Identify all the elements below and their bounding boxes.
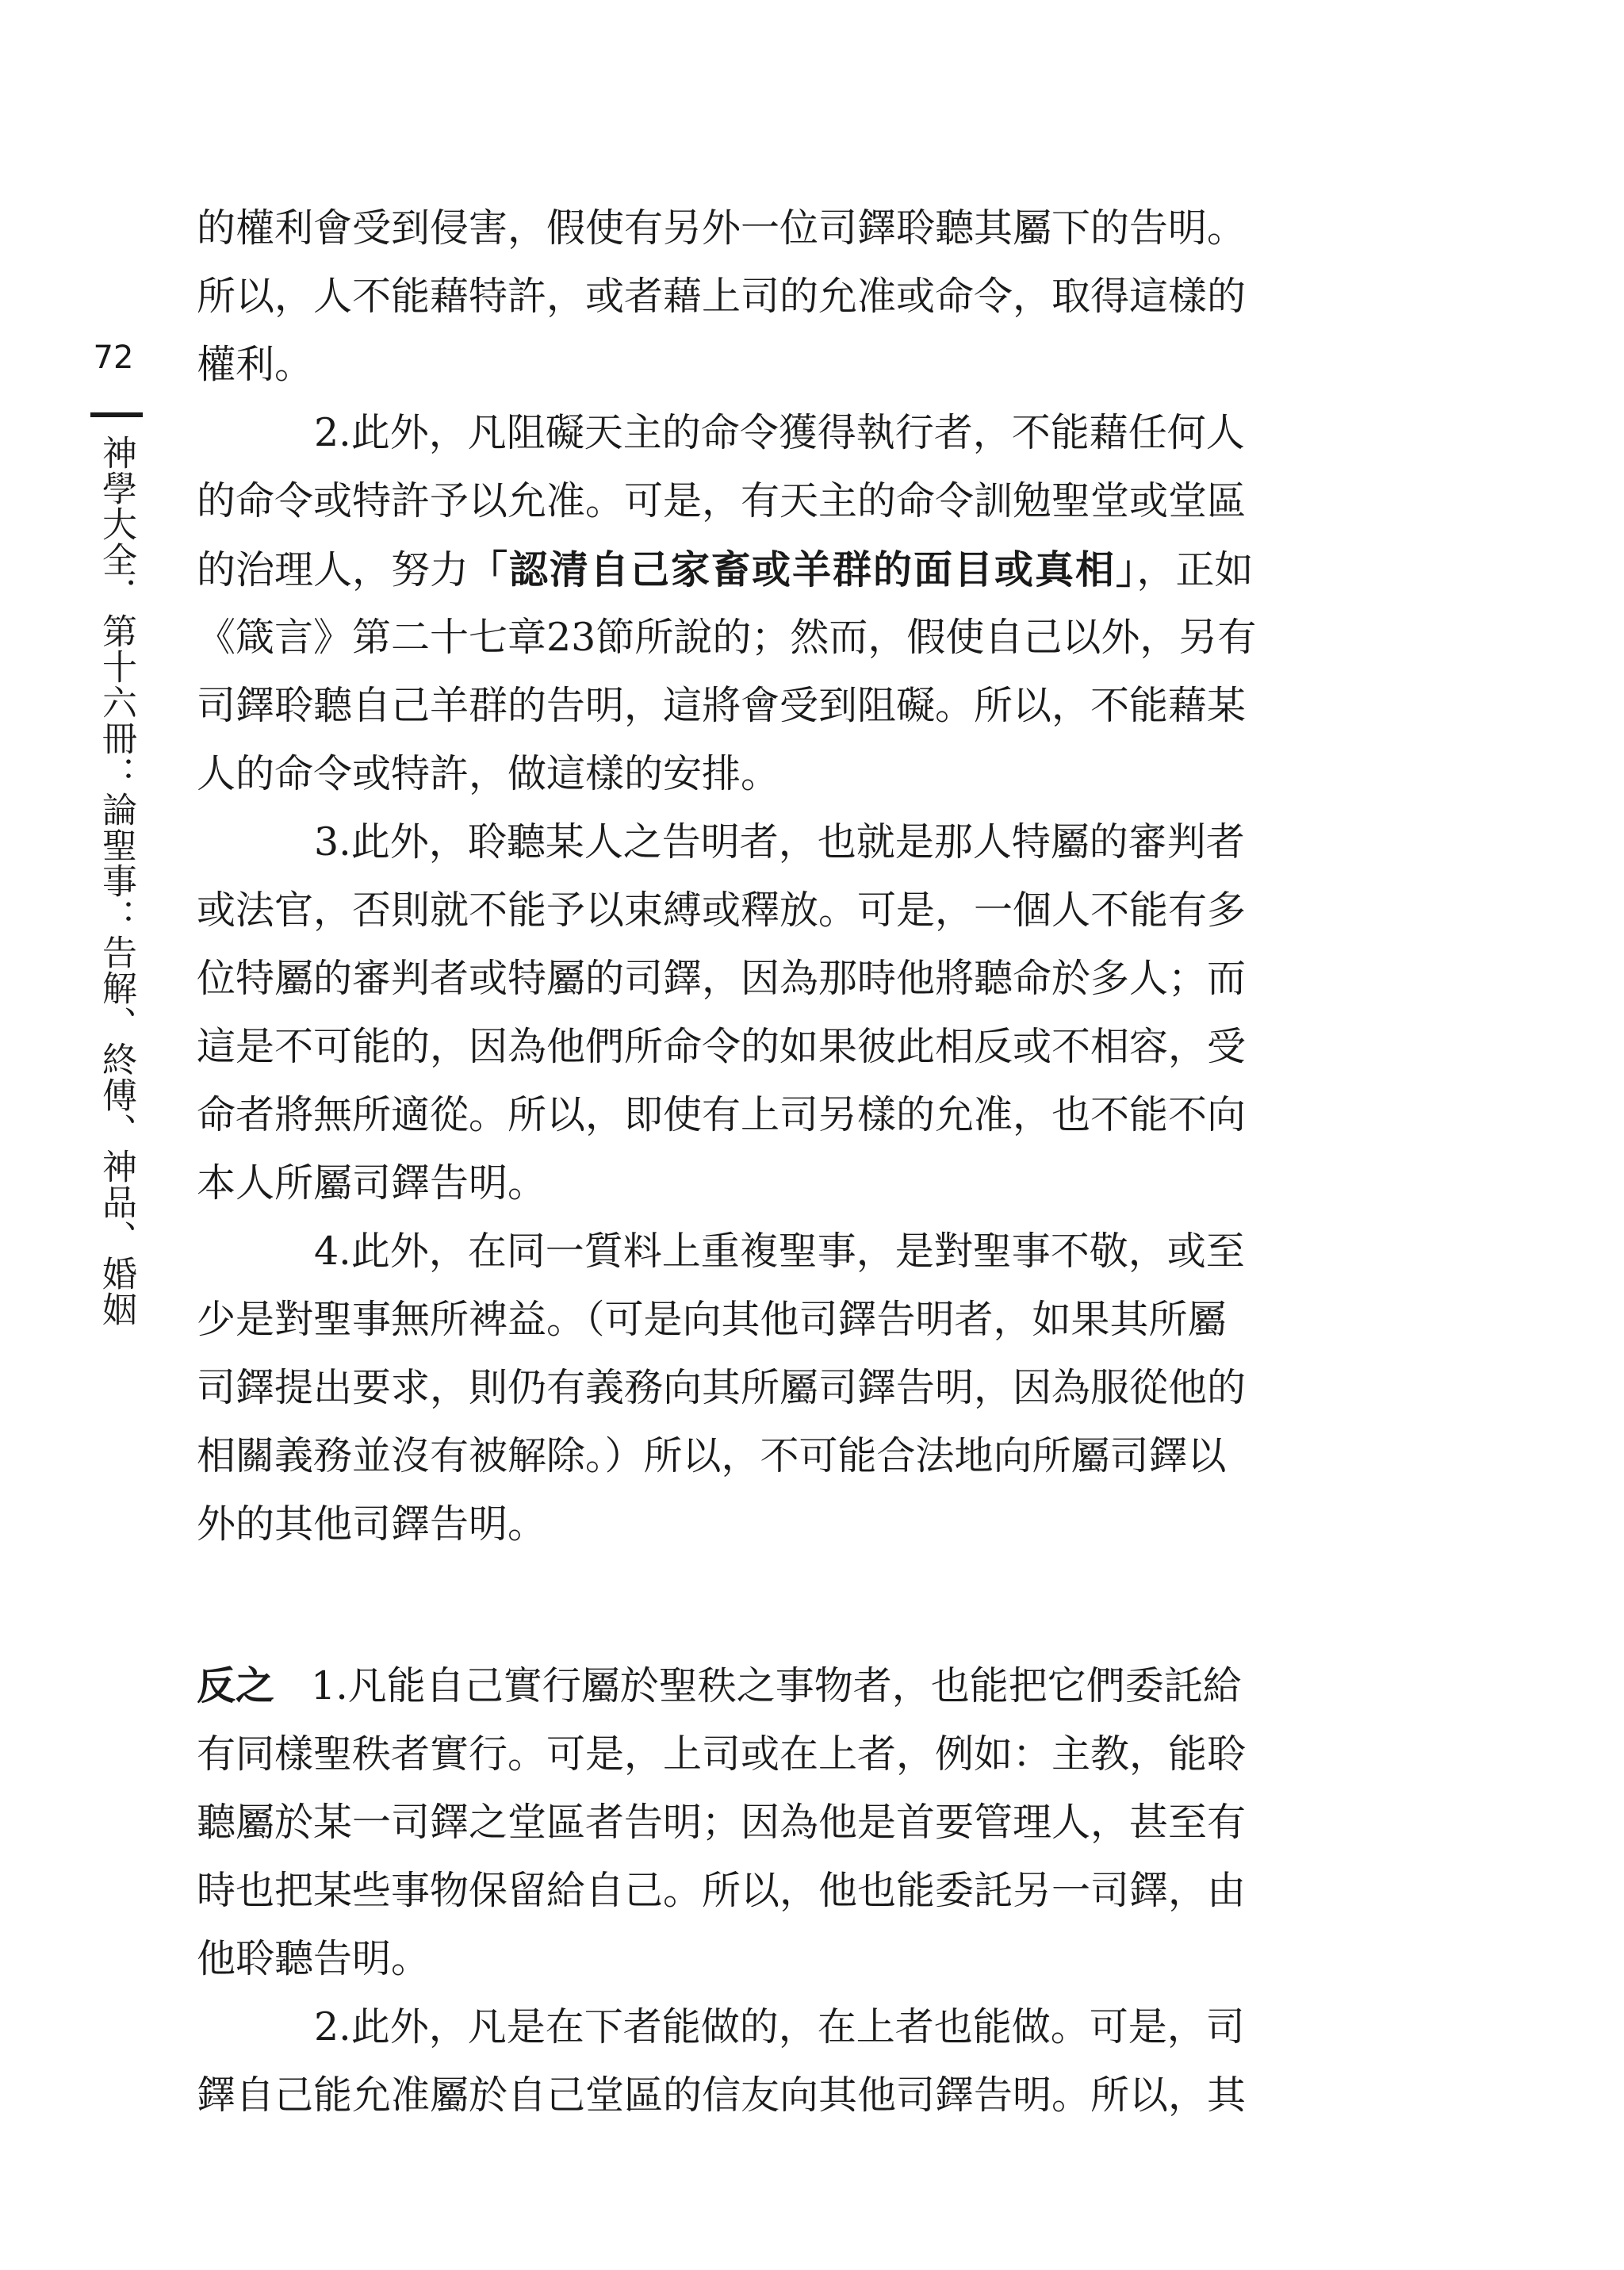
- text-line: 的權利會受到侵害，假使有另外一位司鐸聆聽其屬下的告明。: [197, 205, 1247, 251]
- running-head: 神學大全．第十六冊：論聖事：告解、終傅、神品、婚姻: [96, 435, 136, 1327]
- text-line: 有同樣聖秩者實行。可是，上司或在上者，例如：主教，能聆: [197, 1731, 1247, 1777]
- text-line: 這是不可能的，因為他們所命令的如果彼此相反或不相容，受: [197, 1024, 1247, 1069]
- section-gap: [197, 1559, 1323, 1652]
- margin-rule: [90, 412, 143, 417]
- text-line: 時也把某些事物保留給自己。所以，他也能委託另一司鐸，由: [197, 1868, 1247, 1913]
- text-line: 的命令或特許予以允准。可是，有天主的命令訓勉聖堂或堂區: [197, 478, 1247, 523]
- text-line: 或法官，否則就不能予以束縛或釋放。可是，一個人不能有多: [197, 888, 1247, 933]
- text-line: 相關義務並沒有被解除。）所以，不可能合法地向所屬司鐸以: [197, 1433, 1227, 1478]
- section-label: 反之: [197, 1663, 275, 1708]
- text-line: 所以，人不能藉特許，或者藉上司的允准或命令，取得這樣的: [197, 274, 1247, 319]
- text-line: 本人所屬司鐸告明。: [197, 1160, 547, 1206]
- paragraph-4-start: 4.此外，在同一質料上重複聖事，是對聖事不敬，或至: [314, 1229, 1245, 1274]
- body-text: [197, 194, 1323, 2130]
- text-line: 他聆聽告明。: [197, 1936, 431, 1981]
- text-line: 命者將無所適從。所以，即使有上司另樣的允准，也不能不向: [197, 1092, 1247, 1137]
- paragraph-3-start: 3.此外，聆聽某人之告明者，也就是那人特屬的審判者: [314, 819, 1245, 865]
- text-line: 司鐸聆聽自己羊群的告明，這將會受到阻礙。所以，不能藉某: [197, 683, 1247, 728]
- text-segment: ，正如: [1136, 547, 1254, 592]
- text-line: 外的其他司鐸告明。: [197, 1501, 547, 1547]
- section-first-line: [197, 1652, 1323, 1720]
- paragraph-2-start: 2.此外，凡阻礙天主的命令獲得執行者，不能藉任何人: [314, 410, 1245, 455]
- section-paragraph-2-start: 2.此外，凡是在下者能做的，在上者也能做。可是，司: [314, 2004, 1245, 2050]
- text-line: 司鐸提出要求，則仍有義務向其所屬司鐸告明，因為服從他的: [197, 1365, 1247, 1410]
- text-line: 位特屬的審判者或特屬的司鐸，因為那時他將聽命於多人；而: [197, 956, 1247, 1001]
- page-number: 72: [93, 339, 134, 376]
- text-line: 少是對聖事無所裨益。（可是向其他司鐸告明者，如果其所屬: [197, 1297, 1227, 1342]
- text-line: 人的命令或特許，做這樣的安排。: [197, 751, 780, 796]
- quoted-proverb: 「認清自己家畜或羊群的面目或真相」: [469, 546, 1137, 592]
- text-line: 《箴言》第二十七章23節所說的；然而，假使自己以外，另有: [197, 615, 1257, 660]
- text-line: 鐸自己能允准屬於自己堂區的信友向其他司鐸告明。所以，其: [197, 2073, 1247, 2118]
- text-segment: 的治理人，努力: [197, 547, 469, 592]
- text-line: 聽屬於某一司鐸之堂區者告明；因為他是首要管理人，甚至有: [197, 1800, 1247, 1845]
- text-segment: 1.凡能自己實行屬於聖秩之事物者，也能把它們委託給: [311, 1663, 1242, 1708]
- text-line: 權利。: [197, 342, 314, 387]
- text-line: [197, 535, 1323, 604]
